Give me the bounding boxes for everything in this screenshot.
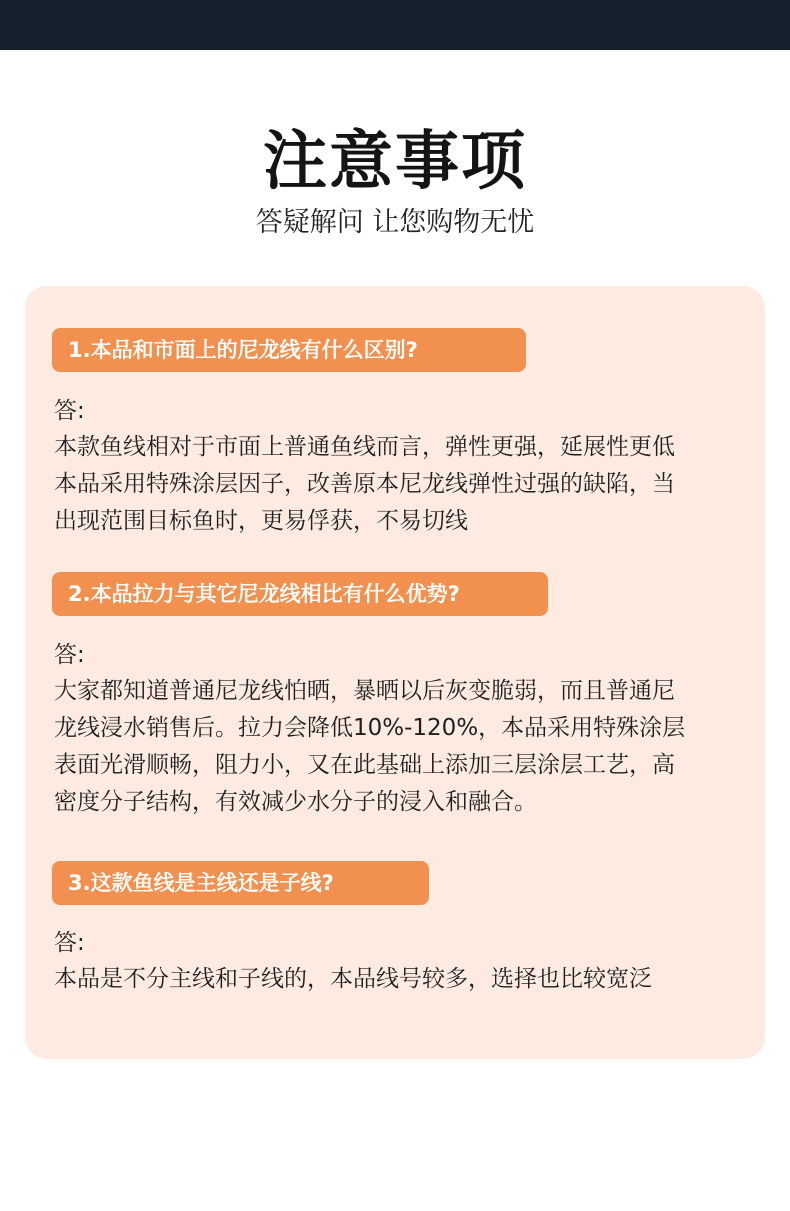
page-title: 注意事项 [263, 125, 527, 199]
answer-line: 本品采用特殊涂层因子，改善原本尼龙线弹性过强的缺陷，当 [54, 471, 675, 497]
faq-card [25, 286, 765, 1059]
answer-line: 龙线浸水销售后。拉力会降低10%-120%，本品采用特殊涂层 [54, 715, 686, 741]
question-tag-1: 1.本品和市面上的尼龙线有什么区别? [52, 328, 526, 372]
answer-line: 本款鱼线相对于市面上普通鱼线而言，弹性更强，延展性更低 [54, 434, 675, 460]
answer-line: 表面光滑顺畅，阻力小，又在此基础上添加三层涂层工艺，高 [54, 752, 675, 778]
answer-text-2 [54, 673, 744, 821]
question-tag-2: 2.本品拉力与其它尼龙线相比有什么优势? [52, 572, 548, 616]
answer-line: 本品是不分主线和子线的，本品线号较多，选择也比较宽泛 [54, 966, 652, 992]
answer-label-3: 答: [54, 930, 85, 956]
answer-text-3 [54, 961, 744, 998]
answer-line: 密度分子结构，有效减少水分子的浸入和融合。 [54, 789, 537, 815]
page-subtitle: 答疑解问 让您购物无忧 [255, 207, 535, 238]
answer-line: 出现范围目标鱼时，更易俘获，不易切线 [54, 508, 468, 534]
answer-line: 大家都知道普通尼龙线怕晒，暴晒以后灰变脆弱，而且普通尼 [54, 678, 675, 704]
top-bar [0, 0, 790, 50]
answer-label-1: 答: [54, 398, 85, 424]
answer-text-1 [54, 429, 744, 540]
answer-label-2: 答: [54, 642, 85, 668]
question-tag-3: 3.这款鱼线是主线还是子线? [52, 861, 429, 905]
